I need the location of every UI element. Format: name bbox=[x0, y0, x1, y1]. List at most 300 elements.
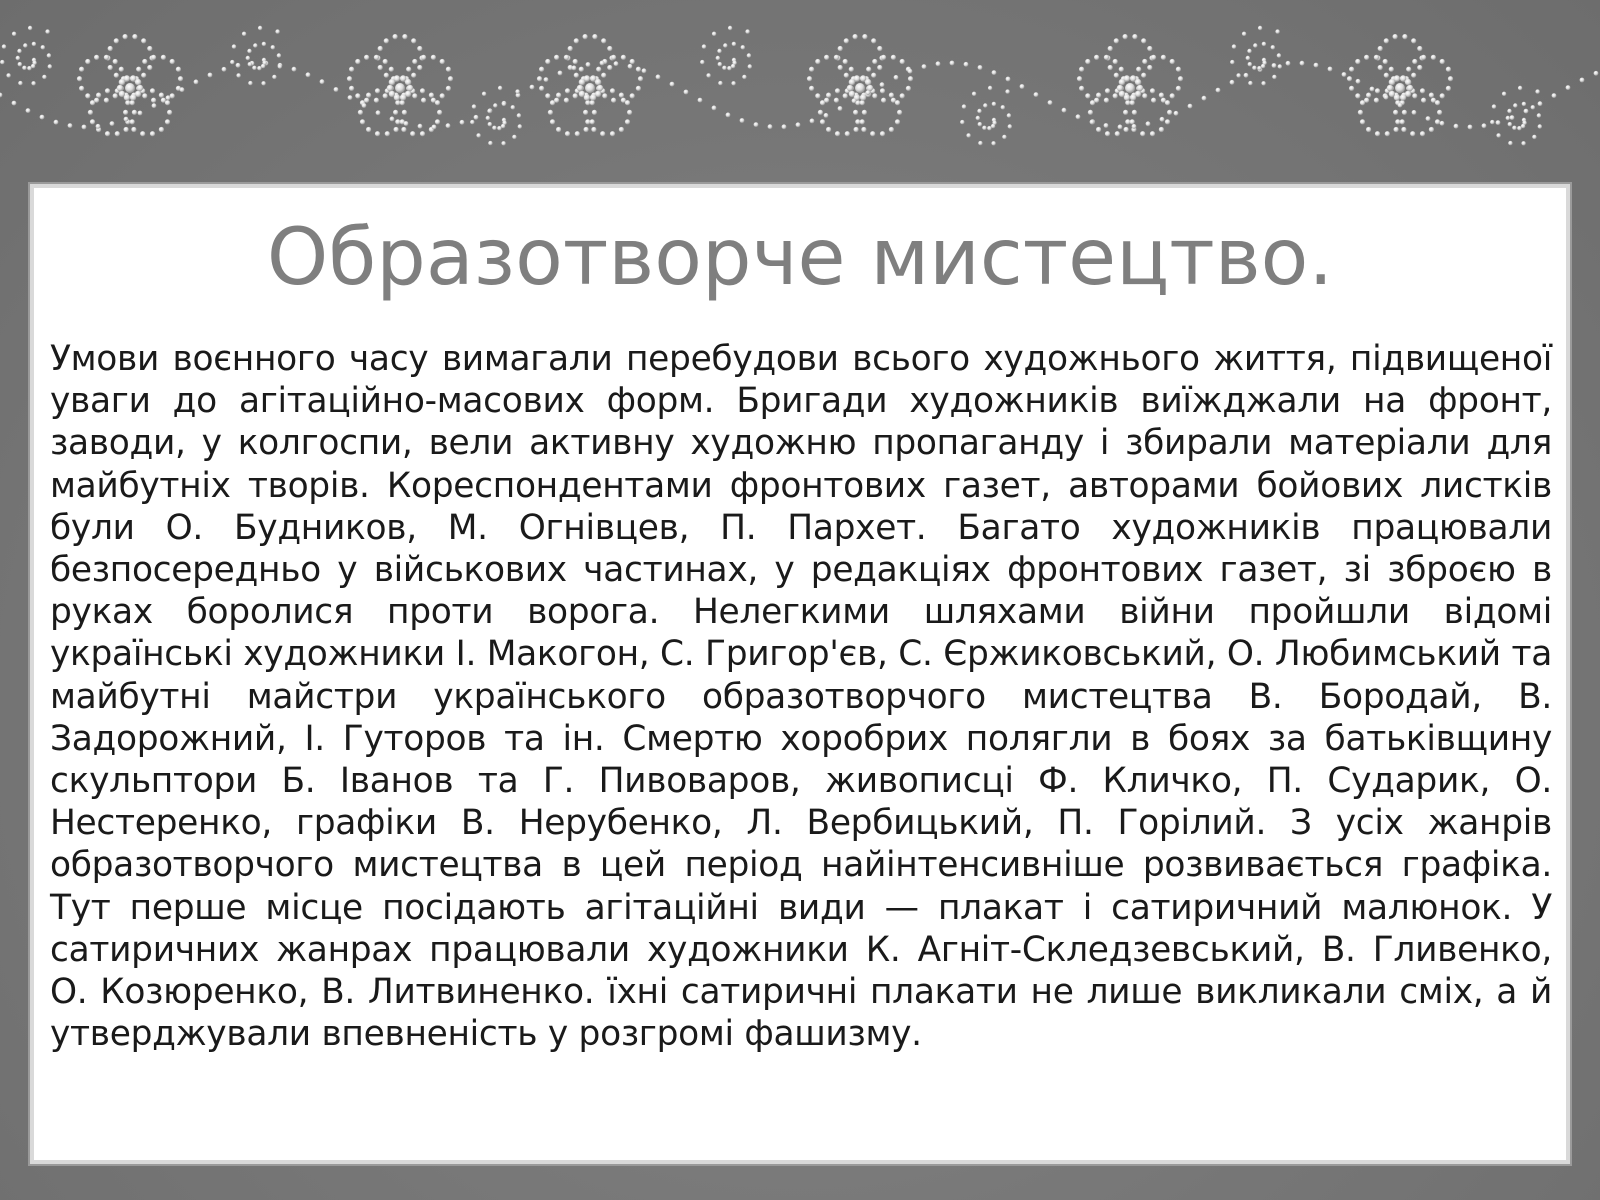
pearl-bead-icon bbox=[421, 55, 426, 60]
pearl-bead-icon bbox=[1136, 67, 1141, 72]
pearl-bead-icon bbox=[94, 55, 99, 60]
pearl-bead-icon bbox=[16, 56, 20, 60]
pearl-bead-icon bbox=[85, 59, 90, 64]
pearl-bead-icon bbox=[982, 126, 986, 130]
pearl-bead-icon bbox=[860, 100, 865, 105]
pearl-bead-icon bbox=[48, 64, 52, 68]
pearl-bead-icon bbox=[22, 66, 26, 70]
pearl-bead-icon bbox=[1393, 110, 1398, 115]
pearl-bead-icon bbox=[12, 32, 16, 36]
pearl-bead-icon bbox=[375, 88, 380, 93]
pearl-bead-icon bbox=[114, 38, 119, 43]
pearl-bead-icon bbox=[1594, 71, 1599, 76]
pearl-bead-icon bbox=[558, 71, 563, 76]
pearl-bead-icon bbox=[1393, 34, 1398, 39]
pearl-bead-icon bbox=[262, 42, 266, 46]
pearl-bead-icon bbox=[393, 34, 398, 39]
pearl-bead-icon bbox=[1130, 100, 1135, 105]
pearl-bead-icon bbox=[642, 68, 647, 73]
pearl-bead-icon bbox=[258, 26, 262, 30]
pearl-bead-icon bbox=[731, 64, 735, 68]
pearl-bead-icon bbox=[138, 111, 143, 116]
pearl-bead-icon bbox=[1117, 85, 1123, 91]
pearl-bead-icon bbox=[1115, 131, 1120, 136]
pearl-bead-icon bbox=[1005, 89, 1009, 93]
pearl-bead-icon bbox=[1383, 59, 1388, 64]
pearl-bead-icon bbox=[42, 75, 46, 79]
pearl-bead-icon bbox=[446, 67, 451, 72]
pearl-bead-icon bbox=[1104, 55, 1109, 60]
pearl-bead-icon bbox=[844, 73, 849, 78]
pearl-bead-icon bbox=[488, 122, 492, 126]
pearl-bead-icon bbox=[492, 126, 496, 130]
pearl-bead-icon bbox=[747, 53, 751, 57]
pearl-bead-icon bbox=[610, 88, 615, 93]
pearl-bead-icon bbox=[136, 67, 141, 72]
pearl-bead-icon bbox=[384, 73, 389, 78]
pearl-bead-icon bbox=[385, 131, 390, 136]
pearl-bead-icon bbox=[1537, 113, 1541, 117]
pearl-bead-icon bbox=[908, 69, 913, 74]
pearl-bead-icon bbox=[1384, 38, 1389, 43]
pearl-bead-icon bbox=[1272, 75, 1276, 79]
pearl-bead-icon bbox=[135, 79, 141, 85]
pearl-bead-icon bbox=[79, 67, 84, 72]
pearl-bead-icon bbox=[1085, 93, 1090, 98]
pearl-bead-icon bbox=[383, 93, 388, 98]
pearl-bead-icon bbox=[1384, 95, 1389, 100]
pearl-bead-icon bbox=[824, 113, 829, 118]
pearl-bead-icon bbox=[497, 126, 501, 130]
pearl-bead-icon bbox=[1076, 114, 1081, 119]
pearl-bead-icon bbox=[809, 86, 814, 91]
pearl-bead-icon bbox=[512, 135, 516, 139]
pearl-bead-icon bbox=[636, 67, 641, 72]
pearl-bead-icon bbox=[1435, 100, 1440, 105]
pearl-bead-icon bbox=[1507, 109, 1511, 113]
pearl-bead-icon bbox=[815, 59, 820, 64]
pearl-bead-icon bbox=[861, 127, 866, 132]
pearl-bead-icon bbox=[537, 76, 542, 81]
pearl-bead-icon bbox=[1286, 61, 1291, 66]
pearl-bead-icon bbox=[45, 29, 49, 33]
pearl-bead-icon bbox=[768, 124, 773, 129]
pearl-bead-icon bbox=[257, 66, 261, 70]
pearl-bead-icon bbox=[595, 79, 601, 85]
pearl-bead-icon bbox=[151, 55, 156, 60]
pearl-bead-icon bbox=[387, 85, 393, 91]
pearl-bead-icon bbox=[1448, 76, 1453, 81]
pearl-bead-icon bbox=[809, 67, 814, 72]
pearl-bead-icon bbox=[411, 73, 416, 78]
pearl-bead-icon bbox=[565, 131, 570, 136]
pearl-bead-icon bbox=[418, 124, 423, 129]
pearl-bead-icon bbox=[320, 79, 325, 84]
pearl-bead-icon bbox=[584, 127, 589, 132]
pearl-bead-icon bbox=[1492, 104, 1496, 108]
slide-body-text: Умови воєнного часу вимагали перебудови всього художнього життя, підвищеної уваги до агітаційно-масових форм. Бригади художників виїжджали на фронт, заводи, у колгоспи, вели активну художню пропаганду і збирали матеріали для майбутніх творів. Кореспондентами фронтових газет, авторами бойових листків були О. Будников, М. Огнівцев, П. Пархет. Багато художників працювали безпосередньо у військових частинах, у редакціях фронтових газет, зі зброєю в руках боролися проти ворога. Нелегкими шляхами війни пройшли відомі українські художники І. Макогон, С. Григор'єв, С. Єржиковський, О. Любимський та майбутні майстри українського образотворчого мистецтва В. Бородай, В. Задорожний, І. Гуторов та ін. Смертю хоробрих полягли в боях за батьківщину скульптори Б. Іванов та Г. Пивоваров, живописці Ф. Кличко, П. Сударик, О. Нестеренко, графіки В. Нерубенко, Л. Вербицький, П. Горілий. З усіх жанрів образотворчого мистецтва в цей період найінтенсивніше розвивається графіка. Тут перше місце посідають агітаційні види — плакат і сатиричний малюнок. У сатиричних жанрах працювали художники К. Агніт-Скледзевський, В. Гливенко, О. Козюренко, В. Литвиненко. їхні сатиричні плакати не лише викликали сміх, а й утверджували впевненість у розгромі фашизму. bbox=[50, 339, 1552, 1055]
pearl-bead-icon bbox=[607, 65, 612, 70]
pearl-bead-icon bbox=[159, 127, 164, 132]
pearl-bead-icon bbox=[1094, 98, 1099, 103]
pearl-bead-icon bbox=[360, 119, 365, 124]
pearl-bead-icon bbox=[1002, 135, 1006, 139]
pearl-bead-icon bbox=[1342, 72, 1347, 77]
pearl-bead-icon bbox=[493, 103, 497, 107]
pearl-bead-icon bbox=[978, 65, 983, 70]
pearl-bead-icon bbox=[0, 60, 4, 64]
pearl-bead-icon bbox=[165, 100, 170, 105]
pearl-bead-icon bbox=[1141, 73, 1146, 78]
pearl-bead-icon bbox=[124, 75, 130, 81]
pearl-bead-icon bbox=[1257, 66, 1261, 70]
pearl-bead-icon bbox=[1374, 55, 1379, 60]
pearl-bead-icon bbox=[476, 133, 480, 137]
pearl-bead-icon bbox=[607, 46, 612, 51]
pearl-bead-icon bbox=[502, 102, 506, 106]
pearl-bead-icon bbox=[12, 101, 17, 106]
pearl-bead-icon bbox=[1521, 124, 1525, 128]
pearl-bead-icon bbox=[1188, 104, 1193, 109]
pearl-bead-icon bbox=[108, 46, 113, 51]
pearl-bead-icon bbox=[1366, 93, 1371, 98]
pearl-bead-icon bbox=[402, 34, 407, 39]
pearl-bead-icon bbox=[474, 115, 479, 120]
pearl-bead-icon bbox=[554, 98, 559, 103]
pearl-bead-icon bbox=[1421, 98, 1426, 103]
pearl-bead-icon bbox=[88, 110, 93, 115]
pearl-bead-icon bbox=[150, 88, 155, 93]
pearl-bead-icon bbox=[545, 59, 550, 64]
pearl-bead-icon bbox=[18, 81, 22, 85]
pearl-bead-icon bbox=[222, 67, 227, 72]
pearl-bead-icon bbox=[539, 86, 544, 91]
pearl-bead-icon bbox=[627, 110, 632, 115]
pearl-bead-icon bbox=[383, 59, 388, 64]
pearl-bead-icon bbox=[400, 94, 406, 100]
pearl-bead-icon bbox=[394, 75, 400, 81]
pearl-bead-icon bbox=[1262, 42, 1266, 46]
pearl-bead-icon bbox=[1513, 103, 1517, 107]
pearl-bead-icon bbox=[1125, 83, 1135, 93]
pearl-bead-icon bbox=[1366, 127, 1371, 132]
pearl-bead-icon bbox=[41, 45, 45, 49]
pearl-bead-icon bbox=[417, 46, 422, 51]
pearl-bead-icon bbox=[854, 127, 859, 132]
pearl-bead-icon bbox=[1454, 124, 1459, 129]
pearl-bead-icon bbox=[364, 55, 369, 60]
pearl-bead-icon bbox=[1385, 131, 1390, 136]
pearl-bead-icon bbox=[355, 59, 360, 64]
pearl-bead-icon bbox=[577, 85, 583, 91]
pearl-bead-icon bbox=[636, 86, 641, 91]
pearl-bead-icon bbox=[1328, 67, 1333, 72]
pearl-bead-icon bbox=[1518, 86, 1522, 90]
pearl-bead-icon bbox=[584, 75, 590, 81]
pearl-bead-icon bbox=[123, 34, 128, 39]
pearl-bead-icon bbox=[1378, 65, 1383, 70]
pearl-bead-icon bbox=[1421, 55, 1426, 60]
pearl-bead-icon bbox=[1347, 76, 1352, 81]
pearl-bead-icon bbox=[565, 88, 570, 93]
pearl-bead-icon bbox=[1384, 73, 1389, 78]
pearl-bead-icon bbox=[826, 127, 831, 132]
pearl-bead-icon bbox=[978, 122, 982, 126]
pearl-bead-icon bbox=[515, 89, 519, 93]
pearl-bead-icon bbox=[119, 67, 124, 72]
pearl-bead-icon bbox=[1132, 34, 1137, 39]
pearl-bead-icon bbox=[1387, 85, 1393, 91]
pearl-bead-icon bbox=[1355, 93, 1360, 98]
pearl-bead-icon bbox=[374, 55, 379, 60]
pearl-bead-icon bbox=[843, 59, 848, 64]
pearl-bead-icon bbox=[1146, 121, 1151, 126]
pearl-bead-icon bbox=[871, 38, 876, 43]
pearl-bead-icon bbox=[880, 131, 885, 136]
pearl-bead-icon bbox=[180, 87, 185, 92]
pearl-bead-icon bbox=[2, 44, 6, 48]
pearl-bead-icon bbox=[835, 131, 840, 136]
pearl-bead-icon bbox=[991, 124, 995, 128]
pearl-bead-icon bbox=[77, 76, 82, 81]
pearl-bead-icon bbox=[1429, 127, 1434, 132]
pearl-bead-icon bbox=[119, 91, 125, 97]
pearl-bead-icon bbox=[1141, 38, 1146, 43]
pearl-bead-icon bbox=[94, 98, 99, 103]
pearl-bead-icon bbox=[742, 75, 746, 79]
pearl-bead-icon bbox=[79, 86, 84, 91]
pearl-bead-icon bbox=[684, 90, 689, 95]
pearl-bead-icon bbox=[31, 81, 35, 85]
pearl-bead-icon bbox=[1349, 86, 1354, 91]
pearl-bead-icon bbox=[818, 110, 823, 115]
pearl-bead-icon bbox=[349, 67, 354, 72]
pearl-bead-icon bbox=[843, 93, 848, 98]
pearl-bead-icon bbox=[487, 109, 491, 113]
pearl-bead-icon bbox=[1275, 29, 1279, 33]
pearl-bead-icon bbox=[1437, 110, 1442, 115]
pearl-bead-icon bbox=[1020, 84, 1025, 89]
pearl-bead-icon bbox=[150, 131, 155, 136]
pearl-bead-icon bbox=[393, 110, 398, 115]
pearl-bead-icon bbox=[579, 91, 585, 97]
pearl-bead-icon bbox=[628, 64, 633, 69]
pearl-bead-icon bbox=[1412, 110, 1417, 115]
pearl-bead-icon bbox=[568, 46, 573, 51]
pearl-bead-icon bbox=[1446, 67, 1451, 72]
pearl-bead-icon bbox=[1355, 59, 1360, 64]
pearl-bead-icon bbox=[583, 110, 588, 115]
pearl-bead-icon bbox=[962, 104, 966, 108]
pearl-bead-icon bbox=[17, 49, 21, 53]
pearl-bead-icon bbox=[1496, 120, 1501, 125]
pearl-floral-border-icon bbox=[0, 0, 1600, 170]
pearl-bead-icon bbox=[870, 131, 875, 136]
pearl-bead-icon bbox=[900, 59, 905, 64]
pearl-bead-icon bbox=[137, 85, 143, 91]
pearl-bead-icon bbox=[511, 105, 515, 109]
pearl-bead-icon bbox=[140, 131, 145, 136]
pearl-bead-icon bbox=[141, 38, 146, 43]
pearl-bead-icon bbox=[550, 119, 555, 124]
pearl-bead-icon bbox=[601, 73, 606, 78]
pearl-bead-icon bbox=[130, 119, 135, 124]
pearl-bead-icon bbox=[85, 93, 90, 98]
pearl-bead-icon bbox=[1202, 96, 1207, 101]
pearl-bead-icon bbox=[1232, 44, 1236, 48]
pearl-bead-icon bbox=[1407, 85, 1413, 91]
pearl-bead-icon bbox=[865, 79, 871, 85]
pearl-bead-icon bbox=[1161, 55, 1166, 60]
pearl-bead-icon bbox=[374, 98, 379, 103]
pearl-bead-icon bbox=[68, 123, 73, 128]
pearl-bead-icon bbox=[1137, 85, 1143, 91]
pearl-bead-icon bbox=[420, 131, 425, 136]
pearl-bead-icon bbox=[1085, 59, 1090, 64]
pearl-bead-icon bbox=[564, 55, 569, 60]
pearl-bead-icon bbox=[718, 81, 722, 85]
pearl-bead-icon bbox=[26, 108, 31, 113]
pearl-bead-icon bbox=[844, 38, 849, 43]
pearl-bead-icon bbox=[1482, 123, 1487, 128]
pearl-bead-icon bbox=[1140, 131, 1145, 136]
pearl-bead-icon bbox=[113, 93, 118, 98]
slide-title: Образотворче мистецтво. bbox=[266, 213, 1334, 303]
pearl-bead-icon bbox=[1271, 45, 1275, 49]
pearl-bead-icon bbox=[1277, 53, 1281, 57]
pearl-bead-icon bbox=[1130, 119, 1135, 124]
pearl-bead-icon bbox=[435, 119, 440, 124]
pearl-bead-icon bbox=[1094, 55, 1099, 60]
pearl-bead-icon bbox=[401, 127, 406, 132]
pearl-bead-icon bbox=[1079, 67, 1084, 72]
pearl-bead-icon bbox=[6, 73, 10, 77]
pearl-bead-icon bbox=[446, 86, 451, 91]
pearl-bead-icon bbox=[1147, 65, 1152, 70]
pearl-bead-icon bbox=[880, 88, 885, 93]
pearl-bead-icon bbox=[278, 64, 282, 68]
pearl-bead-icon bbox=[248, 81, 252, 85]
pearl-bead-icon bbox=[820, 119, 825, 124]
pearl-bead-icon bbox=[556, 93, 561, 98]
pearl-bead-icon bbox=[420, 88, 425, 93]
pearl-bead-icon bbox=[1132, 124, 1137, 129]
pearl-bead-icon bbox=[306, 72, 311, 77]
pearl-bead-icon bbox=[1135, 79, 1141, 85]
pearl-bead-icon bbox=[124, 127, 129, 132]
pearl-bead-icon bbox=[872, 59, 877, 64]
pearl-bead-icon bbox=[1375, 131, 1380, 136]
pearl-bead-icon bbox=[978, 141, 982, 145]
pearl-bead-icon bbox=[1412, 59, 1417, 64]
pearl-bead-icon bbox=[619, 127, 624, 132]
pearl-bead-icon bbox=[1048, 100, 1053, 105]
pearl-bead-icon bbox=[554, 55, 559, 60]
pearl-bead-icon bbox=[835, 88, 840, 93]
pearl-bead-icon bbox=[349, 86, 354, 91]
pearl-bead-icon bbox=[1440, 59, 1445, 64]
pearl-bead-icon bbox=[130, 100, 135, 105]
pearl-bead-icon bbox=[1417, 65, 1422, 70]
pearl-bead-icon bbox=[96, 124, 101, 129]
pearl-bead-icon bbox=[90, 119, 95, 124]
pearl-bead-icon bbox=[272, 75, 276, 79]
pearl-bead-icon bbox=[1159, 127, 1164, 132]
pearl-bead-icon bbox=[518, 124, 522, 128]
pearl-bead-icon bbox=[421, 98, 426, 103]
pearl-bead-icon bbox=[242, 32, 246, 36]
pearl-bead-icon bbox=[1105, 88, 1110, 93]
pearl-bead-icon bbox=[31, 64, 35, 68]
pearl-bead-icon bbox=[1440, 121, 1445, 126]
pearl-bead-icon bbox=[1096, 127, 1101, 132]
pearl-bead-icon bbox=[437, 110, 442, 115]
pearl-bead-icon bbox=[706, 73, 710, 77]
pearl-bead-icon bbox=[1411, 73, 1416, 78]
pearl-bead-icon bbox=[1400, 94, 1406, 100]
pearl-bead-icon bbox=[602, 93, 607, 98]
pearl-bead-icon bbox=[897, 110, 902, 115]
pearl-bead-icon bbox=[866, 90, 871, 95]
pearl-bead-icon bbox=[889, 127, 894, 132]
pearl-bead-icon bbox=[176, 67, 181, 72]
pearl-bead-icon bbox=[364, 98, 369, 103]
pearl-bead-icon bbox=[498, 86, 502, 90]
pearl-bead-icon bbox=[782, 124, 787, 129]
pearl-bead-icon bbox=[544, 77, 549, 82]
pearl-bead-icon bbox=[1508, 141, 1512, 145]
pearl-bead-icon bbox=[854, 75, 860, 81]
pearl-bead-icon bbox=[656, 75, 661, 80]
pearl-bead-icon bbox=[446, 123, 451, 128]
pearl-bead-icon bbox=[877, 65, 882, 70]
pearl-bead-icon bbox=[1402, 110, 1407, 115]
pearl-bead-icon bbox=[1314, 63, 1319, 68]
pearl-bead-icon bbox=[847, 85, 853, 91]
pearl-bead-icon bbox=[261, 81, 265, 85]
pearl-bead-icon bbox=[597, 85, 603, 91]
pearl-bead-icon bbox=[670, 82, 675, 87]
pearl-bead-icon bbox=[236, 63, 241, 68]
pearl-bead-icon bbox=[1406, 67, 1411, 72]
pearl-bead-icon bbox=[834, 98, 839, 103]
pearl-bead-icon bbox=[54, 120, 59, 125]
pearl-bead-icon bbox=[130, 94, 136, 100]
pearl-bead-icon bbox=[1007, 113, 1011, 117]
pearl-bead-icon bbox=[849, 91, 855, 97]
pearl-bead-icon bbox=[390, 117, 395, 122]
pearl-bead-icon bbox=[142, 59, 147, 64]
pearl-bead-icon bbox=[460, 120, 465, 125]
pearl-bead-icon bbox=[236, 73, 240, 77]
pearl-bead-icon bbox=[1517, 126, 1521, 130]
pearl-bead-icon bbox=[853, 34, 858, 39]
pearl-bead-icon bbox=[292, 67, 297, 72]
pearl-bead-icon bbox=[248, 62, 252, 66]
pearl-bead-icon bbox=[545, 93, 550, 98]
pearl-bead-icon bbox=[501, 141, 505, 145]
pearl-bead-icon bbox=[922, 64, 927, 69]
pearl-bead-icon bbox=[877, 46, 882, 51]
pearl-bead-icon bbox=[638, 76, 643, 81]
pearl-bead-icon bbox=[0, 93, 2, 98]
pearl-bead-icon bbox=[1130, 94, 1136, 100]
pearl-bead-icon bbox=[731, 81, 735, 85]
pearl-bead-icon bbox=[575, 131, 580, 136]
pearl-bead-icon bbox=[698, 98, 703, 103]
pearl-bead-icon bbox=[1435, 119, 1440, 124]
pearl-bead-icon bbox=[1150, 131, 1155, 136]
